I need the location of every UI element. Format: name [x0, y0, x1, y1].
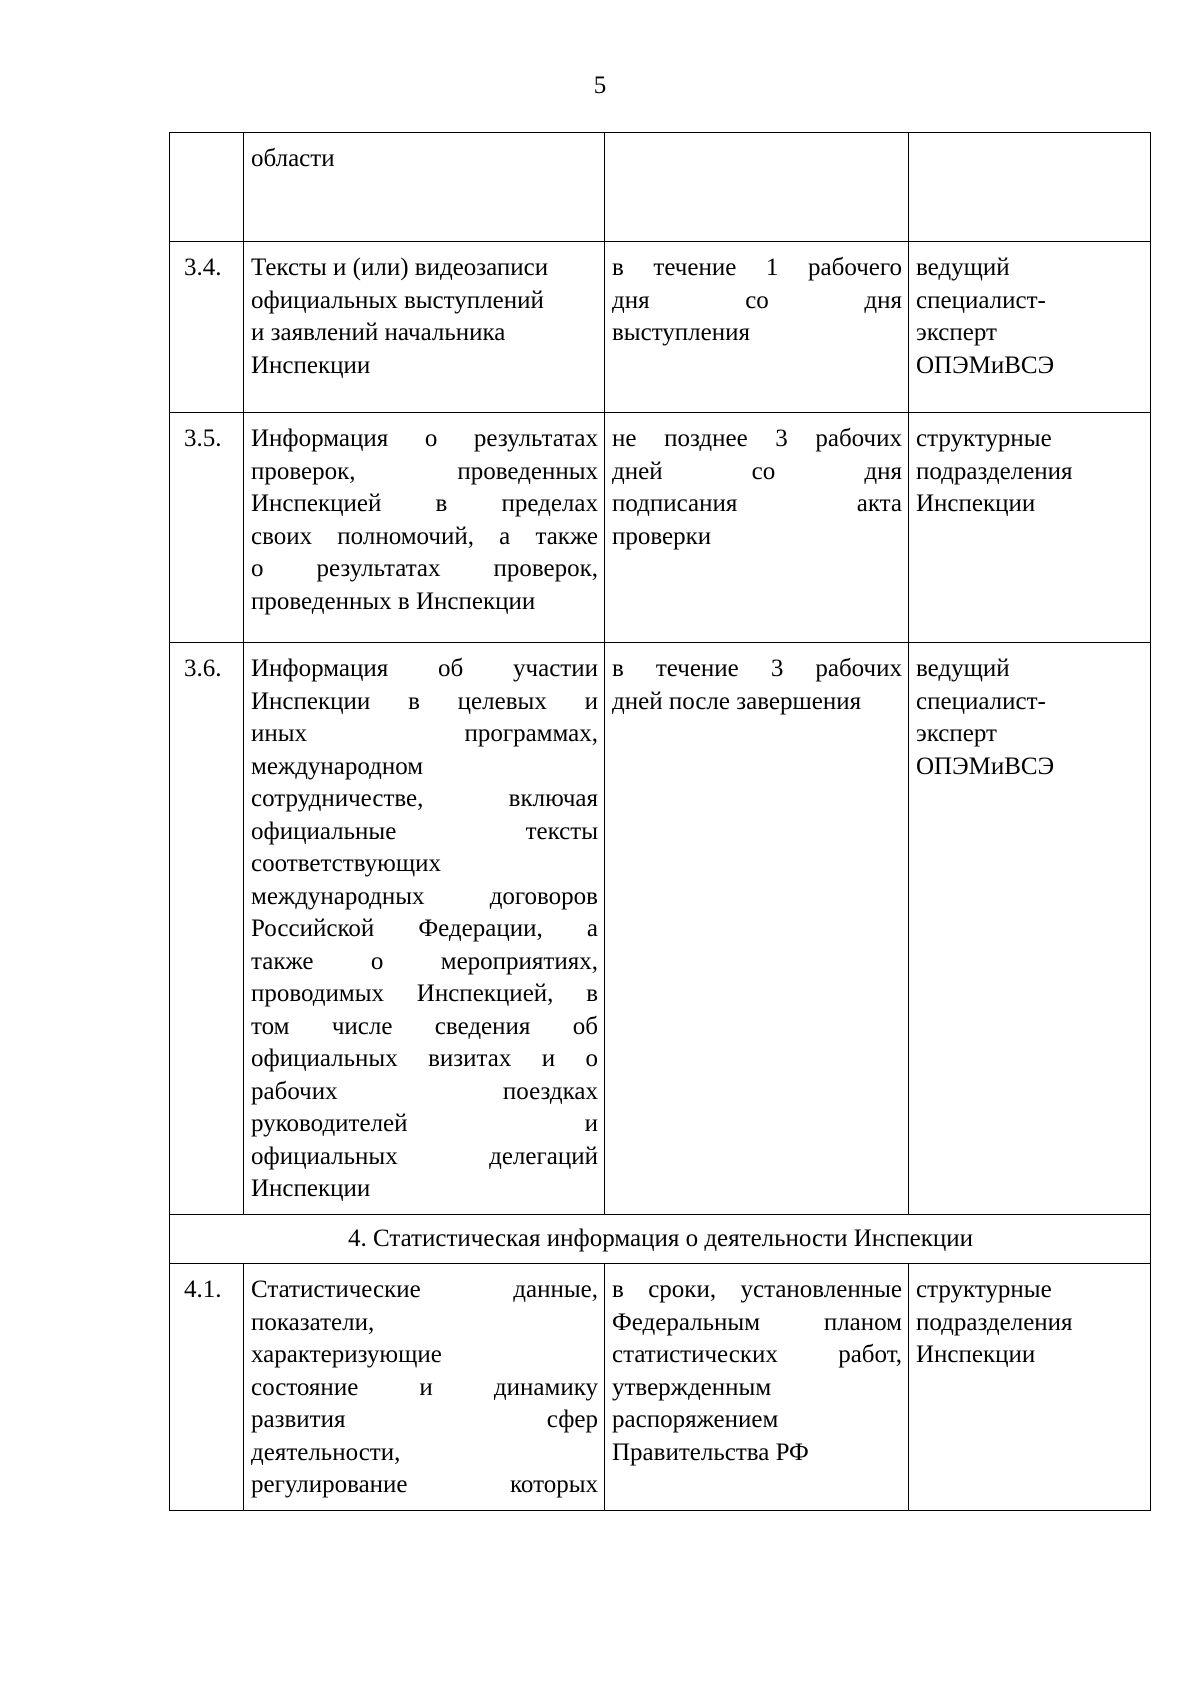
description-line: показатели, [251, 1308, 375, 1336]
description-line: официальных выступлений [251, 286, 544, 314]
description-cell [244, 413, 605, 643]
description-line: международном [251, 752, 424, 780]
description-line: о результатах проверок, [251, 555, 598, 582]
responsible-line: ОПЭМиВСЭ [916, 351, 1055, 379]
description-line: руководителей и [251, 1110, 598, 1137]
deadline-line: выступления [612, 319, 751, 346]
row-number-cell [170, 133, 244, 242]
description-line: и заявлений начальника [251, 319, 506, 346]
description-line: Российской Федерации, а [251, 915, 598, 942]
description-line: проводимых Инспекцией, в [251, 980, 598, 1007]
responsible-line: ведущий [916, 655, 1010, 682]
description-line: проведенных в Инспекции [251, 587, 536, 615]
responsible-cell [909, 133, 1151, 242]
description-line: иных программах, [251, 720, 598, 747]
description-line: Статистические данные, [251, 1276, 598, 1303]
responsible-line: Инспекции [916, 490, 1036, 517]
description-line: области [251, 145, 335, 172]
deadline-line: в сроки, установленные [612, 1276, 902, 1303]
table-row [170, 133, 1151, 242]
responsible-line: подразделения [916, 457, 1073, 485]
description-line: Информация о результатах [251, 425, 598, 452]
row-number-cell: 4.1. [170, 1264, 244, 1511]
responsible-line: подразделения [916, 1308, 1073, 1336]
description-line: соответствующих [251, 850, 441, 877]
description-cell [244, 1264, 605, 1511]
description-cell [244, 643, 605, 1215]
deadline-cell [605, 1264, 909, 1511]
responsible-line: Инспекции [916, 1341, 1036, 1368]
table-row [170, 643, 1151, 1215]
row-number-cell: 3.5. [170, 413, 244, 643]
responsible-line: специалист- [916, 687, 1046, 715]
deadline-cell [605, 242, 909, 413]
description-line: Информация об участии [251, 655, 598, 682]
responsible-line: ведущий [916, 254, 1010, 281]
table-row [170, 1264, 1151, 1511]
description-line: Тексты и (или) видеозаписи [251, 254, 549, 281]
responsible-cell [909, 1264, 1151, 1511]
description-line: рабочих поездках [251, 1077, 598, 1105]
row-number-cell: 3.4. [170, 242, 244, 413]
row-number-cell: 3.6. [170, 643, 244, 1215]
page-number: 5 [593, 72, 607, 99]
responsible-cell [909, 643, 1151, 1215]
deadline-line: статистических работ, [612, 1341, 902, 1368]
table-body [170, 133, 1151, 1511]
deadline-line: утвержденным [612, 1373, 772, 1401]
description-line: том числе сведения об [251, 1012, 598, 1040]
deadline-line: Правительства РФ [612, 1438, 809, 1466]
deadline-line: в течение 1 рабочего [612, 254, 902, 281]
description-line: также о мероприятиях, [251, 947, 598, 975]
document-table [169, 132, 1151, 1511]
responsible-line: структурные [916, 1276, 1052, 1303]
deadline-line: дней со дня [612, 457, 902, 485]
description-line: развития сфер [251, 1406, 598, 1433]
responsible-cell [909, 242, 1151, 413]
deadline-line: не позднее 3 рабочих [612, 425, 902, 452]
table-row [170, 413, 1151, 643]
deadline-cell [605, 413, 909, 643]
description-cell [244, 242, 605, 413]
section-heading: 4. Статистическая информация о деятельности Инспекции [170, 1214, 1151, 1264]
description-line: Инспекции [251, 351, 371, 379]
description-line: Инспекции в целевых и [251, 687, 598, 715]
deadline-cell [605, 133, 909, 242]
responsible-line: специалист- [916, 286, 1046, 314]
deadline-line: Федеральным планом [612, 1308, 902, 1336]
description-line: своих полномочий, а также [251, 522, 598, 550]
description-line: сотрудничестве, включая [251, 785, 598, 812]
deadline-line: дня со дня [612, 286, 902, 314]
description-line: регулирование которых [251, 1471, 598, 1498]
table-row [170, 242, 1151, 413]
description-line: международных договоров [251, 882, 598, 910]
table-row [170, 1214, 1151, 1264]
description-line: Инспекцией в пределах [251, 490, 598, 517]
description-line: Инспекции [251, 1175, 371, 1202]
description-line: официальных делегаций [251, 1142, 598, 1170]
deadline-line: проверки [612, 522, 712, 550]
description-line: состояние и динамику [251, 1373, 598, 1401]
deadline-line: в течение 3 рабочих [612, 655, 902, 682]
description-cell [244, 133, 605, 242]
deadline-cell [605, 643, 909, 1215]
responsible-line: ОПЭМиВСЭ [916, 752, 1055, 780]
responsible-line: эксперт [916, 720, 997, 747]
responsible-line: эксперт [916, 319, 997, 346]
description-line: деятельности, [251, 1438, 401, 1466]
responsible-cell [909, 413, 1151, 643]
description-line: официальные тексты [251, 817, 598, 845]
description-line: характеризующие [251, 1341, 442, 1368]
deadline-line: распоряжением [612, 1406, 779, 1433]
responsible-line: структурные [916, 425, 1052, 452]
deadline-line: подписания акта [612, 490, 902, 517]
description-line: официальных визитах и о [251, 1045, 598, 1072]
description-line: проверок, проведенных [251, 457, 598, 485]
deadline-line: дней после завершения [612, 687, 862, 715]
